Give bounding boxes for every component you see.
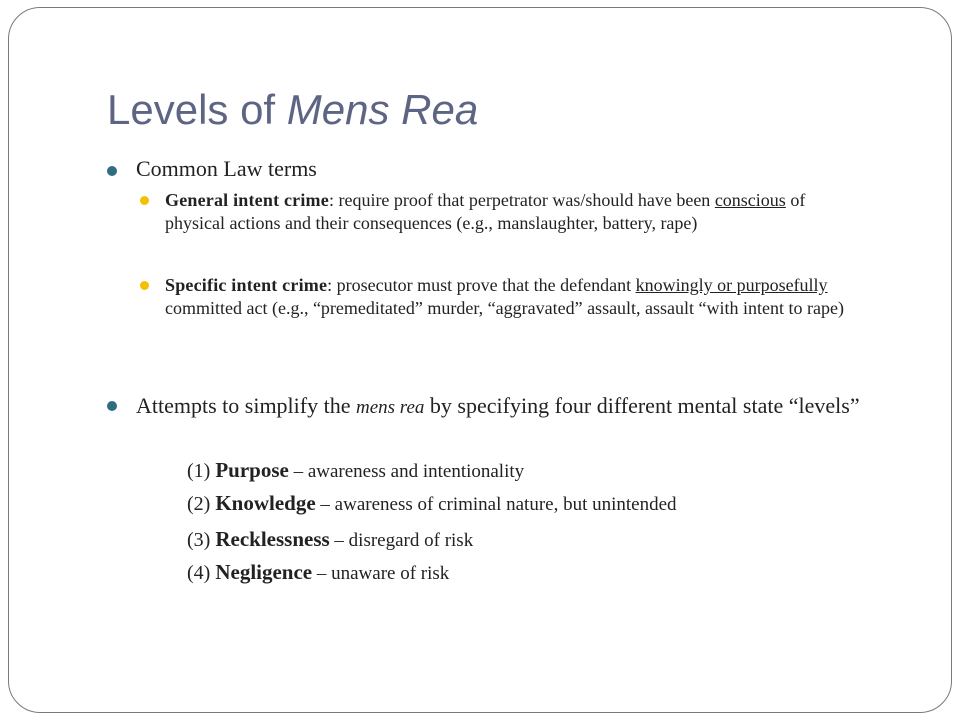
level-number: (3) [187,529,216,551]
level-item [187,527,473,552]
bullet-simplify [136,392,876,422]
bullet-common-law: Common Law terms [136,156,317,181]
italic-text: mens rea [356,397,425,418]
slide-title [107,86,478,134]
level-term: Recklessness [215,527,330,551]
title-prefix: Levels of [107,86,287,133]
sub-text: : require proof that perpetrator was/should have been [328,190,715,210]
level-number: (1) [187,460,216,482]
bullet-dot [107,401,117,411]
level-description: – disregard of risk [329,530,474,551]
sub-text: committed act (e.g., “premeditated” murder, “aggravated” assault, assault “with intent to rape) [165,298,844,318]
level-number: (4) [187,562,216,584]
sub-bullet-specific-intent [165,274,865,320]
sub-bullet-dot [140,196,149,205]
sub-bullet-dot [140,281,149,290]
level-term: Negligence [215,560,313,584]
bullet-text: Attempts to simplify the [136,393,356,418]
sub-bullet-general-intent [165,189,865,235]
bullet-dot [107,166,117,176]
level-description: – awareness and intentionality [288,461,525,482]
level-term: Purpose [215,458,289,482]
underlined-text: knowingly or purposefully [635,275,828,295]
level-item [187,458,524,483]
level-term: Knowledge [215,491,316,515]
sub-text: of physical actions and their consequences (e.g., manslaughter, battery, rape) [165,190,806,233]
level-description: – unaware of risk [312,563,450,584]
level-number: (2) [187,493,216,515]
level-description: – awareness of criminal nature, but unintended [315,494,677,515]
term-specific-intent: Specific intent crime [165,275,328,295]
underlined-text: conscious [714,190,786,210]
bullet-text: by specifying four different mental state “levels” [424,393,860,418]
title-italic: Mens Rea [286,86,479,133]
sub-text: : prosecutor must prove that the defendant [327,275,636,295]
term-general-intent: General intent crime [165,190,329,210]
level-item [187,560,449,585]
level-item [187,491,677,516]
